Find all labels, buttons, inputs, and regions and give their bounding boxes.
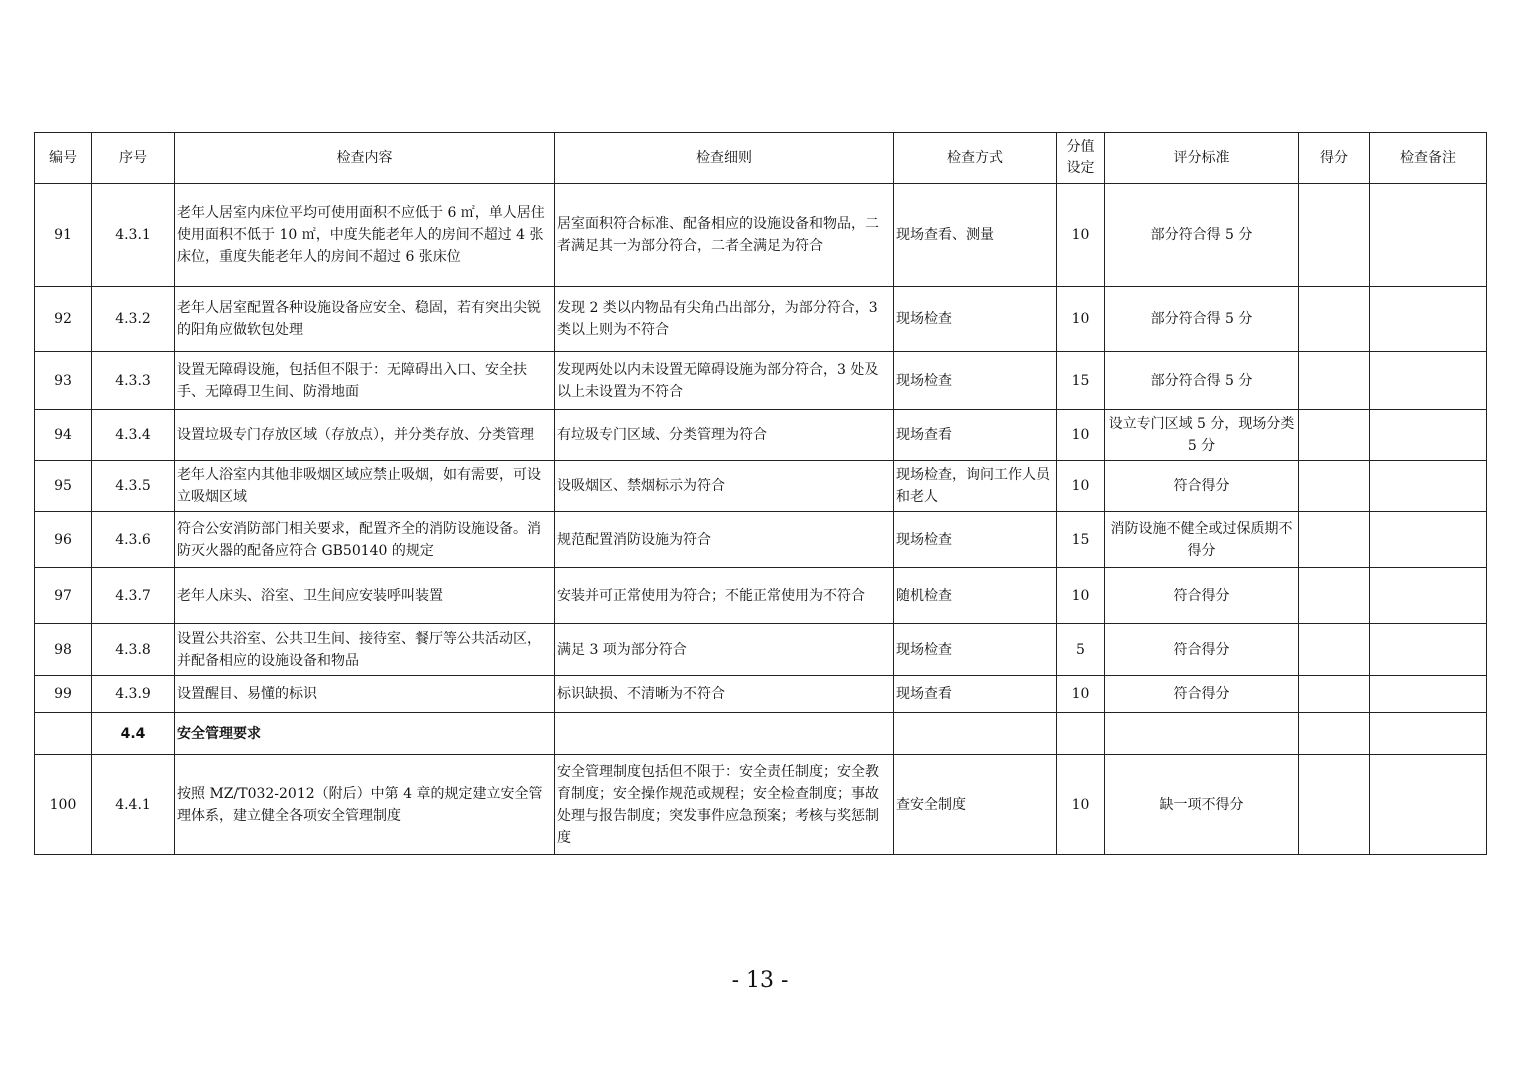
table-row: [35, 512, 1487, 568]
cell-content: 老年人居室内床位平均可使用面积不应低于 6 ㎡，单人居住使用面积不低于 10 ㎡，中度失能老年人的房间不超过 4 张床位，重度失能老年人的房间不超过 6 张床位: [175, 184, 555, 287]
cell-score[interactable]: [1299, 461, 1370, 512]
cell-detail: 发现 2 类以内物品有尖角凸出部分，为部分符合，3 类以上则为不符合: [555, 287, 894, 352]
cell-criteria: 部分符合得 5 分: [1105, 352, 1299, 410]
cell-method: 现场查看: [894, 410, 1057, 461]
cell-method: 查安全制度: [894, 755, 1057, 855]
table-row: [35, 184, 1487, 287]
cell-score[interactable]: [1299, 568, 1370, 624]
cell-points: 10: [1057, 184, 1105, 287]
cell-remarks[interactable]: [1370, 755, 1487, 855]
cell-score[interactable]: [1299, 512, 1370, 568]
header-score-set-line2: 设定: [1066, 160, 1095, 176]
cell-points: 10: [1057, 676, 1105, 713]
section-seq: 4.4: [92, 713, 175, 755]
cell-detail: 规范配置消防设施为符合: [555, 512, 894, 568]
table-row: [35, 461, 1487, 512]
cell-detail: 标识缺损、不清晰为不符合: [555, 676, 894, 713]
cell-detail: 设吸烟区、禁烟标示为符合: [555, 461, 894, 512]
cell-remarks[interactable]: [1370, 568, 1487, 624]
table-row: [35, 352, 1487, 410]
header-content: 检查内容: [175, 133, 555, 184]
cell-score[interactable]: [1299, 676, 1370, 713]
cell-points: 10: [1057, 410, 1105, 461]
header-method: 检查方式: [894, 133, 1057, 184]
cell-points: 10: [1057, 568, 1105, 624]
cell-detail: 满足 3 项为部分符合: [555, 624, 894, 676]
cell-no: 96: [35, 512, 92, 568]
header-score-set-line1: 分值: [1066, 139, 1095, 155]
cell-criteria: 符合得分: [1105, 676, 1299, 713]
cell-method: 现场检查: [894, 352, 1057, 410]
cell-criteria: 缺一项不得分: [1105, 755, 1299, 855]
section-row: [35, 713, 1487, 755]
cell-remarks[interactable]: [1370, 287, 1487, 352]
cell-seq: 4.3.1: [92, 184, 175, 287]
header-score-set: [1057, 133, 1105, 184]
header-score: 得分: [1299, 133, 1370, 184]
cell-criteria: 消防设施不健全或过保质期不得分: [1105, 512, 1299, 568]
cell-remarks[interactable]: [1370, 461, 1487, 512]
cell-no: 99: [35, 676, 92, 713]
cell-seq: 4.3.4: [92, 410, 175, 461]
cell-remarks[interactable]: [1370, 713, 1487, 755]
cell-remarks[interactable]: [1370, 352, 1487, 410]
cell-score[interactable]: [1299, 352, 1370, 410]
cell-method: 现场检查: [894, 624, 1057, 676]
cell-detail: 居室面积符合标准、配备相应的设施设备和物品，二者满足其一为部分符合，二者全满足为符合: [555, 184, 894, 287]
table-row: [35, 624, 1487, 676]
cell-score[interactable]: [1299, 755, 1370, 855]
cell-method: 现场检查，询问工作人员和老人: [894, 461, 1057, 512]
cell-score[interactable]: [1299, 287, 1370, 352]
cell-remarks[interactable]: [1370, 512, 1487, 568]
cell-content: 老年人居室配置各种设施设备应安全、稳固，若有突出尖锐的阳角应做软包处理: [175, 287, 555, 352]
cell-no: 98: [35, 624, 92, 676]
cell-method: 现场检查: [894, 512, 1057, 568]
cell-seq: 4.3.7: [92, 568, 175, 624]
inspection-table: [34, 132, 1487, 855]
cell-seq: 4.3.8: [92, 624, 175, 676]
cell-points: 10: [1057, 287, 1105, 352]
cell-score[interactable]: [1299, 713, 1370, 755]
cell-criteria: 部分符合得 5 分: [1105, 184, 1299, 287]
cell-remarks[interactable]: [1370, 184, 1487, 287]
cell-no: 100: [35, 755, 92, 855]
cell-seq: 4.4.1: [92, 755, 175, 855]
cell-criteria: 设立专门区域 5 分，现场分类 5 分: [1105, 410, 1299, 461]
cell-content: 符合公安消防部门相关要求，配置齐全的消防设施设备。消防灭火器的配备应符合 GB50140 的规定: [175, 512, 555, 568]
header-detail: 检查细则: [555, 133, 894, 184]
cell-detail: 发现两处以内未设置无障碍设施为部分符合，3 处及以上未设置为不符合: [555, 352, 894, 410]
cell-seq: 4.3.5: [92, 461, 175, 512]
cell-content: 设置无障碍设施，包括但不限于：无障碍出入口、安全扶手、无障碍卫生间、防滑地面: [175, 352, 555, 410]
cell-no: 93: [35, 352, 92, 410]
cell-points: 10: [1057, 755, 1105, 855]
page-number: - 13 -: [731, 968, 789, 993]
cell-content: 设置垃圾专门存放区域（存放点），并分类存放、分类管理: [175, 410, 555, 461]
cell-remarks[interactable]: [1370, 624, 1487, 676]
section-title: 安全管理要求: [175, 713, 555, 755]
cell-method: [894, 713, 1057, 755]
cell-no: 91: [35, 184, 92, 287]
cell-method: 随机检查: [894, 568, 1057, 624]
cell-content: 老年人浴室内其他非吸烟区域应禁止吸烟，如有需要，可设立吸烟区域: [175, 461, 555, 512]
cell-no: 95: [35, 461, 92, 512]
cell-no: [35, 713, 92, 755]
cell-remarks[interactable]: [1370, 410, 1487, 461]
cell-criteria: [1105, 713, 1299, 755]
cell-criteria: 符合得分: [1105, 568, 1299, 624]
cell-seq: 4.3.3: [92, 352, 175, 410]
cell-method: 现场查看: [894, 676, 1057, 713]
cell-points: [1057, 713, 1105, 755]
cell-content: 按照 MZ/T032-2012（附后）中第 4 章的规定建立安全管理体系，建立健全各项安全管理制度: [175, 755, 555, 855]
cell-detail: 有垃圾专门区域、分类管理为符合: [555, 410, 894, 461]
header-remarks: 检查备注: [1370, 133, 1487, 184]
cell-detail: 安全管理制度包括但不限于：安全责任制度；安全教育制度；安全操作规范或规程；安全检查制度；事故处理与报告制度；突发事件应急预案；考核与奖惩制度: [555, 755, 894, 855]
table-row: [35, 676, 1487, 713]
cell-seq: 4.3.2: [92, 287, 175, 352]
table-row: [35, 287, 1487, 352]
cell-method: 现场查看、测量: [894, 184, 1057, 287]
header-bianhao: 编号: [35, 133, 92, 184]
table-row: [35, 568, 1487, 624]
cell-points: 5: [1057, 624, 1105, 676]
cell-seq: 4.3.9: [92, 676, 175, 713]
cell-criteria: 符合得分: [1105, 461, 1299, 512]
cell-points: 15: [1057, 352, 1105, 410]
header-xuhao: 序号: [92, 133, 175, 184]
cell-content: 设置醒目、易懂的标识: [175, 676, 555, 713]
header-row: [35, 133, 1487, 184]
table-row: [35, 755, 1487, 855]
cell-content: 设置公共浴室、公共卫生间、接待室、餐厅等公共活动区，并配备相应的设施设备和物品: [175, 624, 555, 676]
cell-remarks[interactable]: [1370, 676, 1487, 713]
cell-criteria: 符合得分: [1105, 624, 1299, 676]
cell-detail: [555, 713, 894, 755]
cell-no: 97: [35, 568, 92, 624]
cell-score[interactable]: [1299, 624, 1370, 676]
cell-points: 10: [1057, 461, 1105, 512]
cell-no: 94: [35, 410, 92, 461]
cell-criteria: 部分符合得 5 分: [1105, 287, 1299, 352]
header-criteria: 评分标准: [1105, 133, 1299, 184]
table-row: [35, 410, 1487, 461]
cell-score[interactable]: [1299, 184, 1370, 287]
cell-method: 现场检查: [894, 287, 1057, 352]
cell-content: 老年人床头、浴室、卫生间应安装呼叫装置: [175, 568, 555, 624]
cell-points: 15: [1057, 512, 1105, 568]
cell-no: 92: [35, 287, 92, 352]
cell-detail: 安装并可正常使用为符合；不能正常使用为不符合: [555, 568, 894, 624]
cell-score[interactable]: [1299, 410, 1370, 461]
cell-seq: 4.3.6: [92, 512, 175, 568]
